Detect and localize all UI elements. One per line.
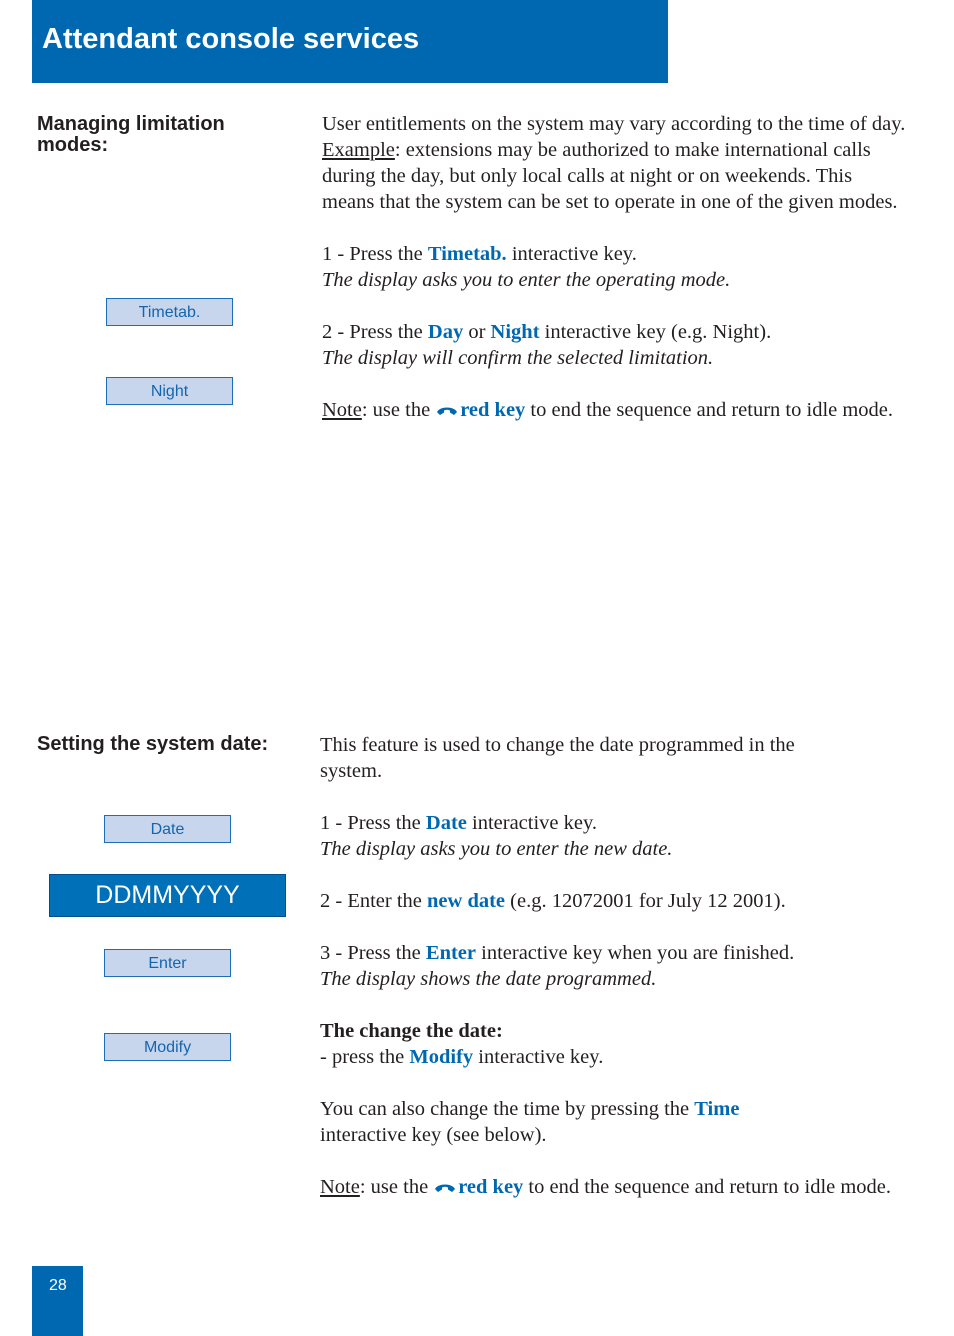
step-suffix: interactive key. (466, 812, 598, 834)
modify-softkey[interactable]: Modify (104, 1033, 231, 1061)
change-date-step (320, 1044, 910, 1070)
date-softkey[interactable]: Date (104, 815, 231, 843)
note-prefix: : use the (359, 1176, 429, 1198)
step-prefix: 2 - Press the (322, 321, 428, 343)
modify-key-label: Modify (409, 1046, 474, 1068)
section2-note (320, 1174, 910, 1200)
section1-example (322, 137, 907, 215)
section2-step3-note: The display shows the date programmed. (320, 968, 657, 990)
step-suffix: interactive key (e.g. Night). (539, 321, 772, 343)
step-or: or (463, 321, 491, 343)
page-title: Attendant console services (42, 23, 420, 55)
example-label: Example (322, 139, 395, 161)
step-prefix: 1 - Press the (322, 243, 428, 265)
time-key-label: Time (694, 1098, 740, 1120)
red-key-label: red key (458, 1176, 524, 1198)
phone-handset-icon (436, 405, 458, 417)
note-label: Note (320, 1176, 360, 1198)
section2-step1-note: The display asks you to enter the new date. (320, 838, 673, 860)
date-entry-display: DDMMYYYY (49, 874, 286, 917)
change-time-text (320, 1096, 800, 1148)
page-number: 28 (49, 1277, 67, 1294)
enter-softkey[interactable]: Enter (104, 949, 231, 977)
phone-handset-icon (434, 1182, 456, 1194)
note-prefix: : use the (361, 399, 431, 421)
section1-note (322, 397, 907, 423)
enter-key-label: Enter (425, 942, 477, 964)
time-prefix: You can also change the time by pressing the (320, 1098, 695, 1120)
section1-step1 (322, 241, 907, 267)
new-date-label: new date (427, 890, 506, 912)
section1-step2 (322, 319, 907, 345)
red-key-label: red key (460, 399, 526, 421)
section1-step2-note: The display will confirm the selected limitation. (322, 347, 714, 369)
page-number-tab (32, 1266, 83, 1336)
step-prefix: 1 - Press the (320, 812, 426, 834)
section2-intro: This feature is used to change the date programmed in the system. (320, 734, 795, 782)
section2-step2 (320, 888, 910, 914)
timetab-key-label: Timetab. (427, 243, 507, 265)
section1-body (322, 111, 907, 423)
step-prefix: 3 - Press the (320, 942, 426, 964)
note-suffix: to end the sequence and return to idle mode. (523, 1176, 892, 1198)
time-suffix: interactive key (see below). (320, 1124, 547, 1146)
section2-step1 (320, 810, 910, 836)
timetab-softkey[interactable]: Timetab. (106, 298, 233, 326)
night-softkey[interactable]: Night (106, 377, 233, 405)
step-suffix: interactive key when you are finished. (476, 942, 795, 964)
example-text: : extensions may be authorized to make international calls during the day, but only local calls at night or on weekends. This means that the system can be set to operate in one of the given modes. (322, 139, 898, 213)
day-key-label: Day (427, 321, 464, 343)
step-prefix: 2 - Enter the (320, 890, 428, 912)
section1-step1-note: The display asks you to enter the operating mode. (322, 269, 731, 291)
step-suffix: interactive key. (473, 1046, 604, 1068)
section1-intro: User entitlements on the system may vary according to the time of day. (322, 113, 906, 135)
header-bar (32, 0, 668, 83)
night-key-label: Night (490, 321, 540, 343)
note-suffix: to end the sequence and return to idle mode. (525, 399, 894, 421)
section2-body (320, 732, 910, 1200)
date-key-label: Date (425, 812, 467, 834)
step-prefix: - press the (320, 1046, 410, 1068)
change-date-heading: The change the date: (320, 1020, 503, 1042)
step-suffix: (e.g. 12072001 for July 12 2001). (505, 890, 786, 912)
section2-step3 (320, 940, 910, 966)
section-heading-system-date: Setting the system date: (37, 733, 269, 755)
section-heading-limitation-modes: Managing limitation modes: (37, 113, 225, 156)
step-suffix: interactive key. (506, 243, 637, 265)
note-label: Note (322, 399, 362, 421)
